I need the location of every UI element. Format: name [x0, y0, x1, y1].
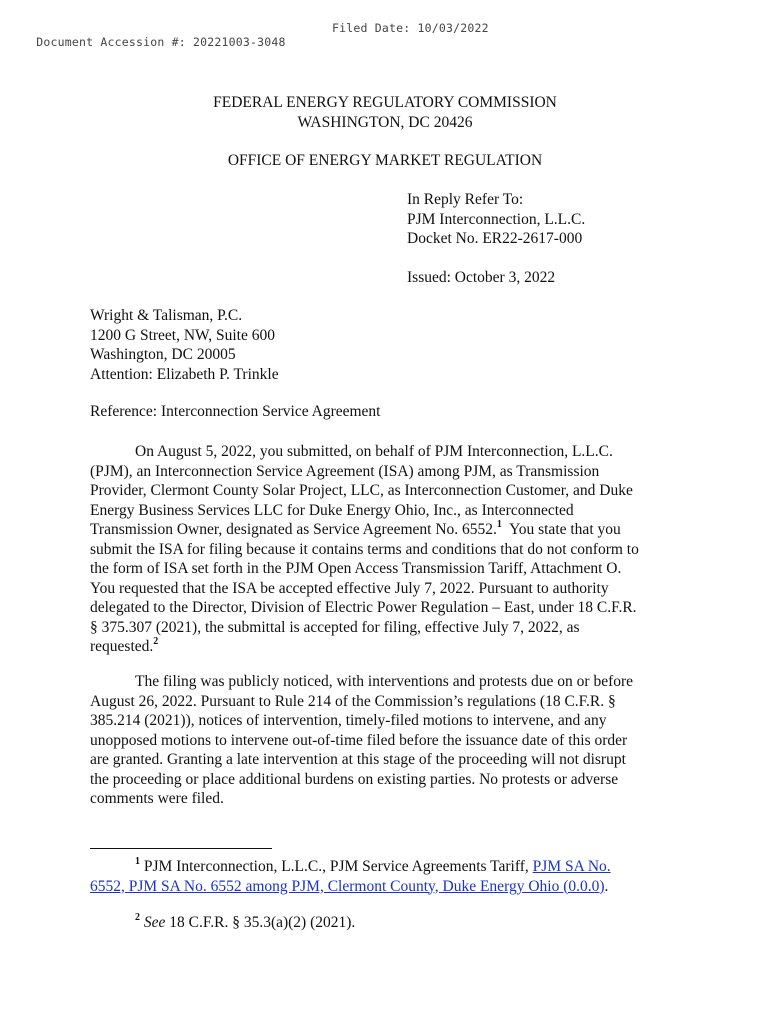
p1-line: (PJM), an Interconnection Service Agreement (ISA) among PJM, as Transmission	[90, 462, 600, 480]
p2-line: The filing was publicly noticed, with interventions and protests due on or before	[135, 673, 634, 690]
reply-company: PJM Interconnection, L.L.C.	[407, 210, 586, 228]
p1-line-text: You state that you	[501, 521, 621, 538]
agency-name: FEDERAL ENERGY REGULATORY COMMISSION	[213, 94, 557, 111]
footnote-1-end: .	[604, 877, 609, 895]
p1-line: Provider, Clermont County Solar Project, LLC, as Interconnection Customer, and Duke	[90, 482, 633, 499]
address-attention: Attention: Elizabeth P. Trinkle	[90, 365, 279, 383]
address-street: 1200 G Street, NW, Suite 600	[90, 326, 275, 344]
p2-line: August 26, 2022. Pursuant to Rule 214 of the Commission’s regulations (18 C.F.R. §	[90, 692, 616, 710]
reply-label: In Reply Refer To:	[407, 191, 524, 208]
p1-line-text: Transmission Owner, designated as Service Agreement No. 6552.	[90, 521, 497, 538]
footnote-2-see: See	[143, 914, 166, 931]
p1-line	[90, 520, 674, 540]
p1-line: Energy Business Services LLC for Duke Energy Ohio, Inc., as Interconnected	[90, 501, 574, 519]
footnote-1-line	[90, 877, 611, 897]
filed-date: Filed Date: 10/03/2022	[332, 21, 489, 35]
footnote-1-line	[90, 857, 611, 877]
address-firm: Wright & Talisman, P.C.	[90, 307, 243, 324]
footnote-divider	[90, 848, 272, 849]
office-name: OFFICE OF ENERGY MARKET REGULATION	[227, 152, 543, 169]
p1-line: § 375.307 (2021), the submittal is accepted for filing, effective July 7, 2022, as	[90, 618, 580, 636]
p2-line: 385.214 (2021)), notices of intervention, timely-filed motions to intervene, and any	[90, 712, 607, 729]
accession-number: Document Accession #: 20221003-3048	[36, 35, 286, 49]
footnote-2-text: 18 C.F.R. § 35.3(a)(2) (2021).	[165, 914, 356, 931]
docket-number: Docket No. ER22-2617-000	[407, 230, 583, 247]
footnote-1-link[interactable]: PJM SA No.	[532, 858, 611, 875]
p2-line: the proceeding or place additional burdens on existing parties. No protests or adverse	[90, 770, 619, 788]
p2-line: are granted. Granting a late intervention at this stage of the proceeding will not disrupt	[90, 751, 626, 768]
footnote-1	[90, 857, 611, 896]
footnote-ref-1[interactable]: 1	[496, 518, 502, 530]
body-paragraph-1	[90, 442, 674, 657]
body-paragraph-2	[90, 672, 674, 809]
p2-line: comments were filed.	[90, 790, 224, 807]
p1-line-text: requested.	[90, 638, 154, 655]
address-city: Washington, DC 20005	[90, 346, 236, 363]
footnote-ref-2[interactable]: 2	[153, 635, 159, 647]
p1-line: delegated to the Director, Division of Electric Power Regulation – East, under 18 C.F.R.	[90, 599, 637, 616]
recipient-address	[90, 306, 279, 384]
footnote-2-number: 2	[135, 911, 140, 923]
footnote-1-number: 1	[135, 855, 140, 867]
footnote-2-line	[90, 913, 355, 933]
reply-block	[407, 190, 585, 249]
p1-line: submit the ISA for filing because it contains terms and conditions that do not conform to	[90, 540, 639, 558]
p1-line	[90, 637, 674, 657]
accession-header	[22, 21, 489, 63]
reference-line: Reference: Interconnection Service Agreement	[90, 403, 381, 420]
agency-city: WASHINGTON, DC 20426	[297, 114, 473, 131]
p1-line: On August 5, 2022, you submitted, on behalf of PJM Interconnection, L.L.C.	[135, 443, 613, 460]
p1-line: the form of ISA set forth in the PJM Open Access Transmission Tariff, Attachment O.	[90, 560, 622, 577]
p2-line: unopposed motions to intervene out-of-time filed before the issuance date of this order	[90, 731, 628, 749]
footnote-1-link[interactable]: 6552, PJM SA No. 6552 among PJM, Clermont County, Duke Energy Ohio (0.0.0)	[90, 877, 605, 895]
footnote-2	[90, 913, 355, 933]
footnote-1-text: PJM Interconnection, L.L.C., PJM Service Agreements Tariff,	[140, 858, 533, 875]
issued-date: Issued: October 3, 2022	[407, 269, 556, 286]
p1-line: You requested that the ISA be accepted effective July 7, 2022. Pursuant to authority	[90, 579, 609, 597]
